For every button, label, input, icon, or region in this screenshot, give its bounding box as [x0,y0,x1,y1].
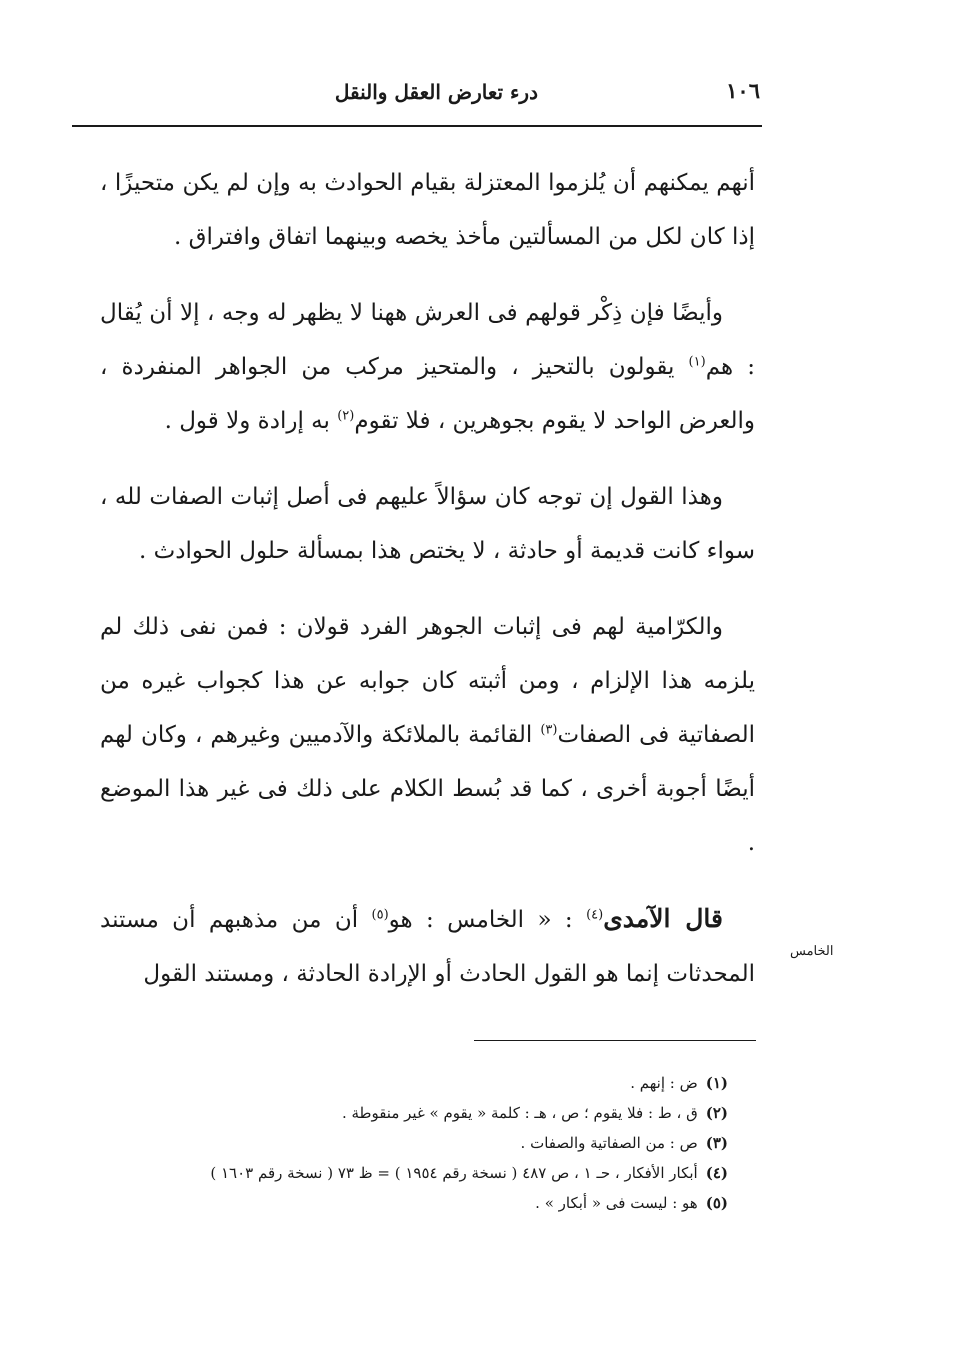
footnote-2 [100,1098,728,1128]
paragraph-2-part-b: يقولون بالتحيز ، والمتحيز مركب من الجواهر المنفردة ، والعرض الواحد لا يقوم بجوهرين ، فلا تقوم [100,354,755,434]
footnote-1 [100,1068,728,1098]
header-rule [72,125,762,127]
page-header [310,78,760,114]
footnote-ref-4: (٤) [586,907,604,923]
footnote-number: (٤) [705,1164,728,1182]
footnote-number: (١) [705,1074,728,1092]
footnote-ref-5: (٥) [371,907,389,923]
footnote-5 [100,1188,728,1218]
main-text [100,156,755,1001]
footnote-text: ق ، ط : فلا يقوم ؛ ص ، هـ : كلمة « يقوم » غير منقوطة . [341,1104,698,1122]
footnote-number: (٣) [705,1134,728,1152]
footnotes [100,1068,728,1218]
footnote-number: (٢) [705,1104,728,1122]
paragraph-5-part-a: : « الخامس : هو [388,907,587,933]
paragraph-5 [100,892,755,1001]
footnote-ref-2: (٢) [337,408,355,424]
speaker-name: قال الآمدى [603,904,724,933]
footnote-number: (٥) [705,1194,728,1212]
paragraph-1: أنهم يمكنهم أن يُلزموا المعتزلة بقيام الحوادث به وإن لم يكن متحيزًا ، إذا كان لكل من المسألتين مأخذ يخصه وبينهما اتفاق وافتراق . [100,170,755,250]
footnote-text: ص : من الصفاتية والصفات . [520,1134,698,1152]
paragraph-4-part-a: والكرّامية لهم فى إثبات الجوهر الفرد قولان : فمن نفى ذلك لم يلزمه هذا الإلزام ، ومن أثبته كان جوابه عن هذا كجواب غيره من الصفاتية فى الصفات [100,614,755,748]
paragraph-2 [100,286,755,448]
footnote-4 [100,1158,728,1188]
paragraph-3: وهذا القول إن توجه كان سؤالاً عليهم فى أصل إثبات الصفات لله ، سواء كانت قديمة أو حادثة ، لا يختص هذا بمسألة حلول الحوادث . [100,484,755,564]
footnote-ref-1: (١) [688,354,706,370]
footnote-3 [100,1128,728,1158]
footnote-rule [474,1040,756,1041]
paragraph-4 [100,600,755,870]
margin-note: الخامس [790,944,834,959]
footnote-text: أبكار الأفكار ، حـ ١ ، ص ٤٨٧ ( نسخة رقم ١٩٥٤ ) = ظ ٧٣ ( نسخة رقم ١٦٠٣ ) [210,1164,698,1182]
paragraph-4-part-b: القائمة بالملائكة والآدميين وغيرهم ، وكان لهم أيضًا أجوبة أخرى ، كما قد بُسط الكلام على ذلك فى غير هذا الموضع . [100,722,755,856]
paragraph-2-part-a: وأيضًا فإن ذِكْر قولهم فى العرش ههنا لا يظهر له وجه ، إلا أن يُقال : هم [100,300,755,380]
paragraph-5-part-b: أن من مذهبهم أن مستند المحدثات إنما هو القول الحادث أو الإرادة الحادثة ، ومستند القول [100,907,755,987]
running-title: درء تعارض العقل والنقل [334,80,538,104]
footnote-text: ض : إنهم . [630,1074,698,1092]
footnote-ref-3: (٣) [540,722,558,738]
footnote-text: هو : ليست فى « أبكار » . [535,1194,698,1212]
page-number: ١٠٦ [726,78,760,103]
paragraph-2-part-c: به إرادة ولا قول . [164,408,338,434]
